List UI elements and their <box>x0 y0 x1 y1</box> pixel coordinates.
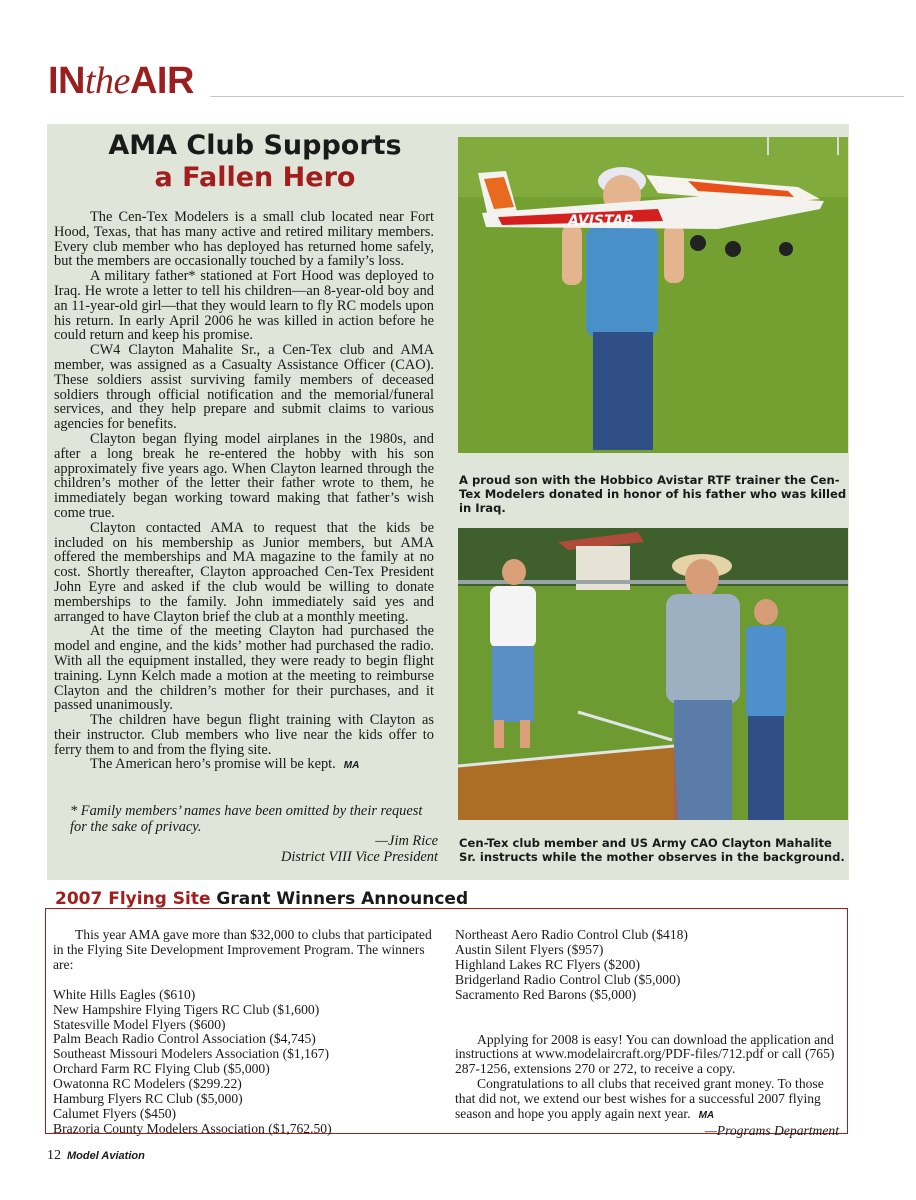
paragraph-final: The American hero’s promise will be kept. MA <box>90 756 360 773</box>
paragraph: Clayton began flying model airplanes in the 1980s, and after a long break he re-entered the hobby with his son approximately five years ago. When Clayton learned through the children’s mother of the letter their father wrote to them, he immediately began working toward making that father’s wish come true. <box>54 430 434 521</box>
page-footer <box>47 1148 145 1164</box>
list-item: Bridgerland Radio Control Club ($5,000) <box>455 971 681 987</box>
list-item: Southeast Missouri Modelers Association ($1,167) <box>53 1046 330 1062</box>
paragraph: A military father* stationed at Fort Hood was deployed to Iraq. He wrote a letter to tell his children—an 8-year-old boy and an 11-year-old girl—that they would learn to fly RC models upon his return. In early April 2006 he was killed in action before he could return and keep his promise. <box>54 268 434 344</box>
list-item: Owatonna RC Modelers ($299.22) <box>53 1076 242 1092</box>
grant-intro: This year AMA gave more than $32,000 to clubs that participated in the Flying Site Development Improvement Program. The winners are: <box>53 927 432 972</box>
paragraph: CW4 Clayton Mahalite Sr., a Cen-Tex club and AMA member, was assigned as a Casualty Assistance Officer (CAO). These soldiers assist surviving family members of deceased soldiers through official notification and the memorial/funeral services, and they help prepare and submit claims to various agencies for benefits. <box>54 342 434 433</box>
ma-end-mark: MA <box>698 1110 715 1122</box>
section-header <box>48 62 194 102</box>
paragraph: At the time of the meeting Clayton had purchased the model and engine, and the kids’ mother had purchased the radio. With all the equipment installed, they were ready to begin flight training. Lynn Kelch made a motion at the meeting to reimburse Clayton and the children’s mother for their purchases, and it passed unanimously. <box>54 623 434 714</box>
magazine-name: Model Aviation <box>67 1150 145 1162</box>
ma-end-mark: MA <box>343 760 360 772</box>
grant-congrats: Congratulations to all clubs that received grant money. To those that did not, we extend our best wishes for a successful 2007 flying season and hope you apply again next year. MA <box>455 1076 824 1122</box>
article-title: AMA Club Supports a Fallen Hero <box>108 130 402 193</box>
photo-boy-with-plane <box>458 137 848 453</box>
grant-column-left <box>53 928 445 1137</box>
photo-flying-field <box>458 528 848 820</box>
photo-caption-1: A proud son with the Hobbico Avistar RTF trainer the Cen-Tex Modelers donated in honor of his father who was killed in Iraq. <box>459 473 847 516</box>
list-item: Brazoria County Modelers Association ($1,762.50) <box>53 1120 332 1136</box>
grant-applying: Applying for 2008 is easy! You can download the application and instructions at www.modelaircraft.org/PDF-files/712.pdf or call (765) 287-1256, extensions 270 or 272, to receive a copy. <box>455 1031 835 1077</box>
list-item: Calumet Flyers ($450) <box>53 1105 177 1121</box>
list-item: Austin Silent Flyers ($957) <box>455 941 604 957</box>
grant-column-right <box>455 928 839 1139</box>
footnote: * Family members’ names have been omitted by their request for the sake of privacy. <box>70 803 423 835</box>
list-item: Sacramento Red Barons ($5,000) <box>455 986 637 1002</box>
paragraph: Clayton contacted AMA to request that the kids be included on his membership as Junior members, but AMA offered the memberships and MA magazine to the family at no cost. Shortly thereafter, Clayton approached Cen-Tex President John Eyre and asked if the club would be willing to donate memberships to the family. John immediately said yes and arranged to have Clayton brief the club at a monthly meeting. <box>54 519 434 625</box>
author-signature: —Jim Rice District VIII Vice President <box>280 833 438 865</box>
list-item: New Hampshire Flying Tigers RC Club ($1,600) <box>53 1001 320 1017</box>
page-number: 12 <box>47 1148 61 1163</box>
header-rule <box>210 96 904 97</box>
article-body <box>54 210 434 774</box>
list-item: Statesville Model Flyers ($600) <box>53 1016 226 1032</box>
list-item: Orchard Farm RC Flying Club ($5,000) <box>53 1061 270 1077</box>
list-item: White Hills Eagles ($610) <box>53 986 196 1002</box>
list-item: Highland Lakes RC Flyers ($200) <box>455 956 641 972</box>
in-the-air-logo: INtheAIR <box>48 60 194 102</box>
photo-caption-2: Cen-Tex club member and US Army CAO Clayton Mahalite Sr. instructs while the mother observes in the background. <box>459 836 845 865</box>
grant-winners-title: 2007 Flying Site Grant Winners Announced <box>55 889 469 909</box>
paragraph: The Cen-Tex Modelers is a small club located near Fort Hood, Texas, that has many active and retired military members. Every club member who has deployed has returned home safely, but the members are occasionally touched by a family’s loss. <box>54 209 434 270</box>
grant-signature: —Programs Department <box>704 1122 839 1138</box>
paragraph: The children have begun flight training with Clayton as their instructor. Club members who live near the kids offer to ferry them to and from the flying site. <box>54 712 434 758</box>
list-item: Palm Beach Radio Control Association ($4,745) <box>53 1031 316 1047</box>
plane-label: AVISTAR <box>568 213 635 229</box>
list-item: Northeast Aero Radio Control Club ($418) <box>455 927 688 942</box>
list-item: Hamburg Flyers RC Club ($5,000) <box>53 1091 243 1107</box>
